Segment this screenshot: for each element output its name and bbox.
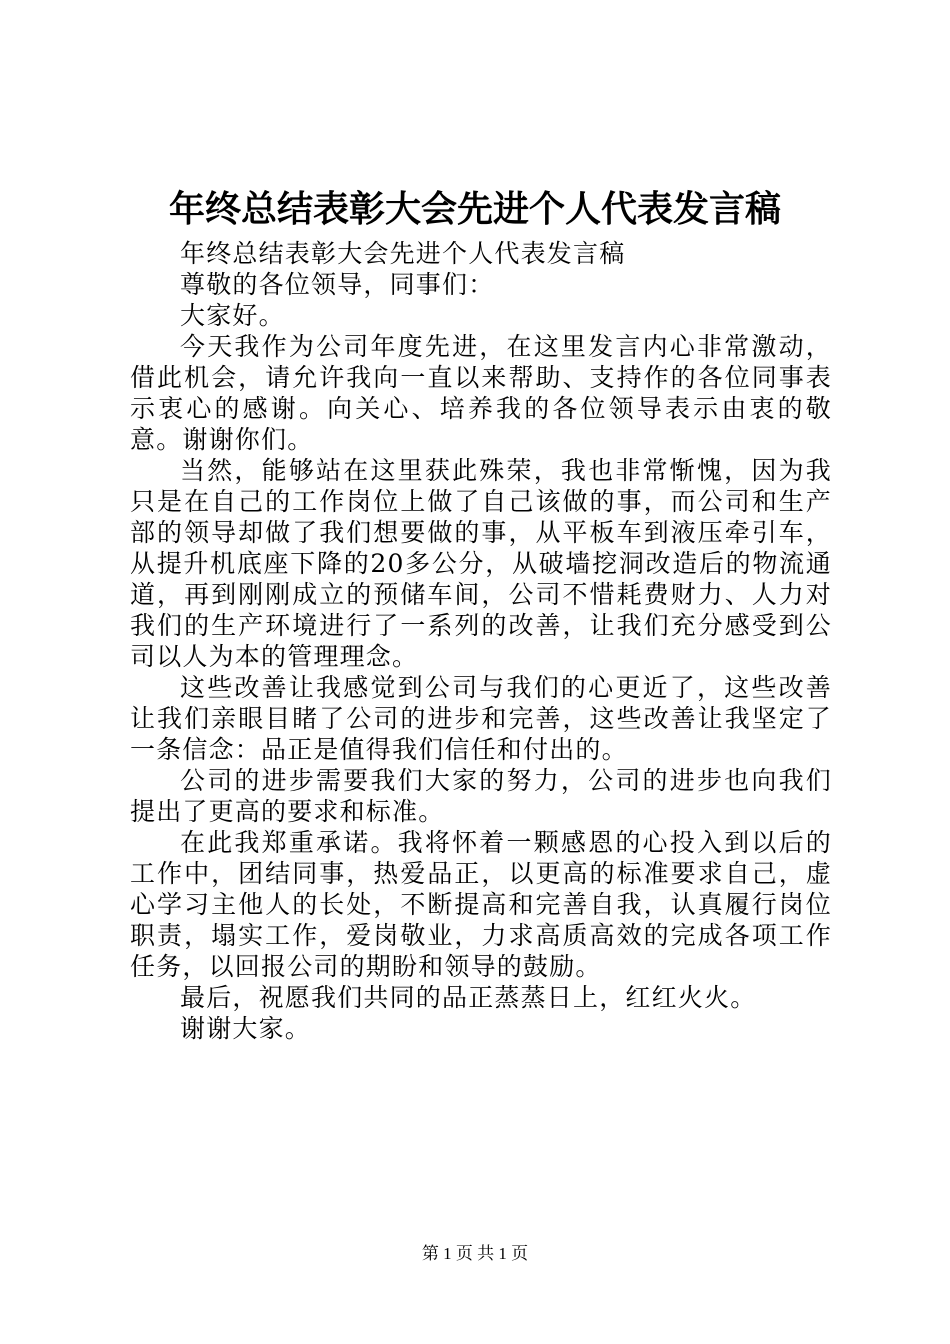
paragraph-thanks: 今天我作为公司年度先进，在这里发言内心非常激动，借此机会，请允许我向一直以来帮助、支持作的各位同事表示衷心的感谢。向关心、培养我的各位领导表示由衷的敬意。谢谢你们。	[130, 332, 832, 454]
paragraph-closing: 谢谢大家。	[180, 1014, 312, 1043]
document-body	[130, 238, 832, 1044]
page-number-footer: 第 1 页 共 1 页	[421, 1244, 529, 1263]
paragraph-commitment: 在此我郑重承诺。我将怀着一颗感恩的心投入到以后的工作中，团结同事，热爱品正，以更高的标准要求自己，虚心学习主他人的长处，不断提高和完善自我，认真履行岗位职责，塌实工作，爱岗敬业，力求高质高效的完成各项工作任务，以回报公司的期盼和领导的鼓励。	[130, 828, 832, 981]
paragraph-progress: 公司的进步需要我们大家的努力，公司的进步也向我们提出了更高的要求和标准。	[130, 766, 832, 826]
paragraph-improvements: 当然，能够站在这里获此殊荣，我也非常惭愧，因为我只是在自己的工作岗位上做了自己该做的事，而公司和生产部的领导却做了我们想要做的事，从平板车到液压牵引车，从提升机底座下降的20多公分，从破墙挖洞改造后的物流通道，再到刚刚成立的预储车间，公司不惜耗费财力、人力对我们的生产环境进行了一系列的改善，让我们充分感受到公司以人为本的管理理念。	[130, 456, 832, 671]
document-title: 年终总结表彰大会先进个人代表发言稿	[168, 188, 781, 230]
paragraph-salutation: 尊敬的各位领导，同事们：	[180, 270, 495, 299]
paragraph-wishes: 最后，祝愿我们共同的品正蒸蒸日上，红红火火。	[180, 983, 757, 1012]
paragraph-heading-repeat: 年终总结表彰大会先进个人代表发言稿	[180, 239, 626, 268]
paragraph-belief: 这些改善让我感觉到公司与我们的心更近了，这些改善让我们亲眼目睹了公司的进步和完善，这些改善让我坚定了一条信念：品正是值得我们信任和付出的。	[130, 673, 832, 764]
paragraph-greeting: 大家好。	[180, 301, 285, 330]
